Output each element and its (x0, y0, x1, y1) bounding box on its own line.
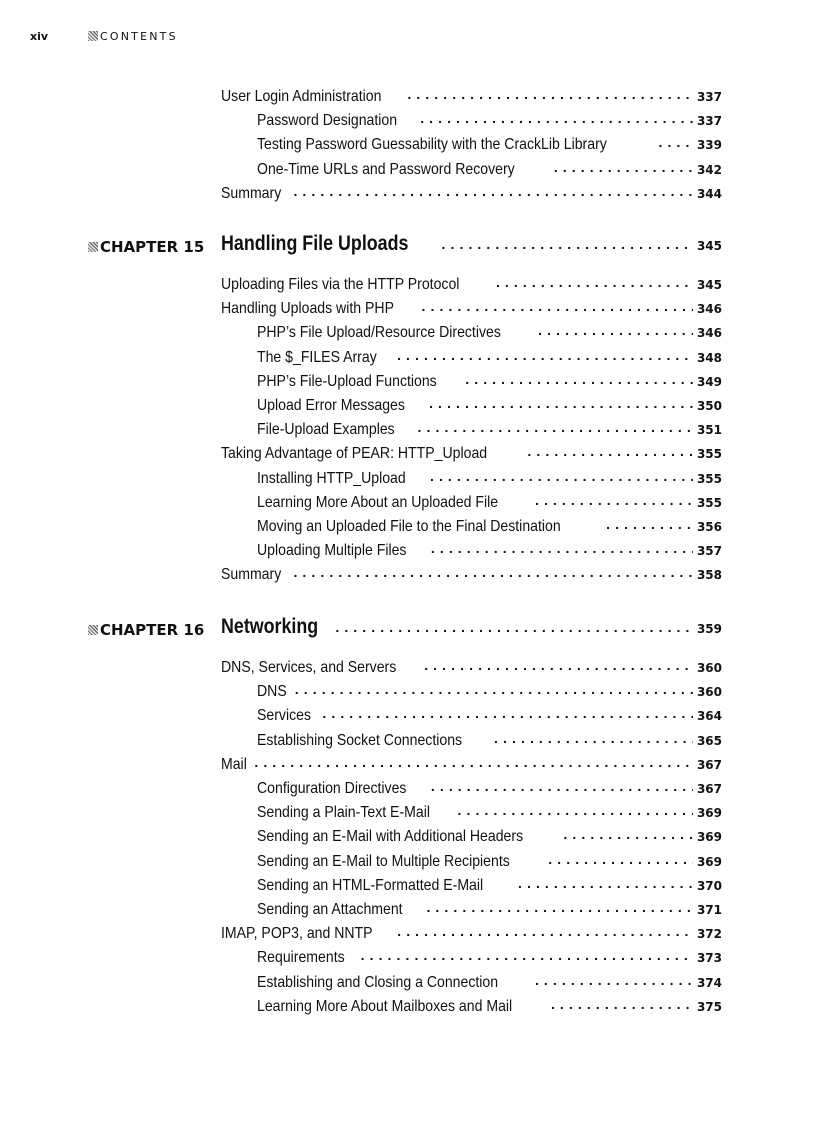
dot-leader (430, 472, 693, 488)
running-head (30, 28, 178, 44)
toc-entry-title: Summary (221, 566, 282, 584)
chapter-number: CHAPTER 16 (100, 621, 205, 639)
chapter-heading (88, 238, 221, 256)
section-title: CONTENTS (100, 29, 178, 43)
toc-entry-page: 345 (696, 278, 722, 292)
toc-entry[interactable] (257, 112, 722, 130)
hatch-marker-icon (88, 242, 98, 252)
dot-leader (361, 951, 693, 967)
toc-entry-page: 370 (696, 878, 722, 893)
toc-entry[interactable] (221, 300, 722, 318)
toc-entry-title: Moving an Uploaded File to the Final Destination (257, 518, 561, 535)
toc-entry[interactable] (257, 542, 722, 560)
toc-entry-page: 375 (696, 999, 722, 1014)
dot-leader (563, 830, 693, 846)
hatch-marker-icon (88, 625, 98, 635)
hatch-marker-icon (88, 31, 98, 41)
dot-leader (322, 709, 693, 725)
toc-entry-title: DNS (257, 683, 287, 701)
toc-entry-page: 346 (696, 326, 722, 341)
dot-leader (422, 302, 693, 318)
toc-entry[interactable] (221, 566, 722, 584)
toc-entry-page: 374 (696, 975, 722, 990)
dot-leader (554, 163, 693, 179)
toc-entry-page: 355 (696, 495, 722, 510)
toc-entry-title: PHP’s File-Upload Functions (257, 372, 437, 390)
toc-entry-title: Learning More About Mailboxes and Mail (257, 997, 513, 1015)
page-number: xiv (30, 29, 49, 43)
toc-entry-page: 357 (696, 544, 722, 559)
toc-entry-page: 337 (696, 114, 722, 129)
toc-entry-page: 355 (696, 447, 722, 462)
chapter-title-text: Networking (221, 615, 319, 638)
dot-leader (431, 544, 693, 560)
toc-entry-title: Sending an HTML-Formatted E-Mail (257, 876, 484, 894)
dot-leader (606, 520, 693, 536)
toc-entry[interactable] (257, 518, 722, 536)
toc-entry[interactable] (221, 756, 722, 774)
toc-entry-title: Services (257, 707, 311, 725)
dot-leader (659, 138, 693, 154)
dot-leader (442, 240, 693, 256)
toc-entry[interactable] (257, 373, 722, 391)
toc-entry-page: 342 (696, 162, 722, 177)
dot-leader (293, 568, 692, 584)
toc-entry-title: Upload Error Messages (257, 397, 405, 414)
dot-leader (458, 806, 693, 822)
chapter-label (88, 238, 221, 256)
dot-leader (295, 685, 693, 701)
toc-entry[interactable] (257, 974, 722, 992)
toc-entry-page: 344 (696, 186, 722, 201)
toc-entry-page: 369 (696, 854, 722, 869)
toc-entry-title: PHP’s File Upload/Resource Directives (257, 324, 501, 342)
toc-entry[interactable] (257, 707, 722, 725)
toc-entry[interactable] (221, 925, 722, 943)
toc-entry[interactable] (257, 949, 722, 967)
dot-leader (494, 734, 693, 750)
toc-entry-title: Uploading Files via the HTTP Protocol (221, 276, 460, 293)
dot-leader (429, 399, 693, 415)
toc-entry-title: Sending an E-Mail to Multiple Recipients (257, 852, 510, 870)
toc-entry-title: Learning More About an Uploaded File (257, 493, 499, 511)
toc-entry-page: 364 (696, 709, 722, 724)
dot-leader (293, 187, 692, 203)
dot-leader (397, 927, 693, 943)
toc-entry[interactable] (257, 161, 722, 179)
dot-leader (551, 1000, 693, 1016)
toc-entry-page: 360 (696, 685, 722, 700)
toc-entry-title: User Login Administration (221, 88, 382, 105)
toc-entry-page: 360 (696, 661, 722, 675)
toc-entry[interactable] (257, 732, 722, 750)
toc-entry-page: 356 (696, 520, 722, 534)
toc-entry[interactable] (257, 136, 722, 154)
toc-entry-title: Configuration Directives (257, 780, 407, 797)
toc-entry-page: 346 (696, 302, 722, 317)
toc-entry-page: 365 (696, 733, 722, 748)
toc-entry-title: Handling Uploads with PHP (221, 300, 394, 318)
dot-leader (527, 447, 693, 463)
dot-leader (535, 496, 693, 512)
toc-entry-title: Establishing Socket Connections (257, 731, 463, 749)
chapter-page: 359 (696, 622, 722, 636)
toc-entry-page: 367 (696, 757, 722, 772)
toc-entry-title: Taking Advantage of PEAR: HTTP_Upload (221, 445, 488, 463)
dot-leader (518, 879, 693, 895)
toc-entry[interactable] (221, 88, 722, 106)
toc-entry-page: 337 (696, 90, 722, 104)
toc-entry-title: The $_FILES Array (257, 348, 377, 366)
chapter-title-text: Handling File Uploads (221, 232, 409, 255)
toc-entry[interactable] (257, 877, 722, 895)
chapter-number: CHAPTER 15 (100, 238, 205, 256)
toc-entry-page: 348 (696, 350, 722, 365)
toc-entry-title: One-Time URLs and Password Recovery (257, 160, 515, 178)
toc-entry[interactable] (257, 421, 722, 439)
dot-leader (335, 623, 693, 639)
toc-entry[interactable] (221, 445, 722, 463)
dot-leader (426, 903, 692, 919)
toc-entry-title: Summary (221, 184, 282, 202)
toc-entry-title: Sending an E-Mail with Additional Headers (257, 828, 524, 846)
toc-entry-page: 369 (696, 806, 722, 821)
toc-entry-page: 371 (696, 903, 722, 917)
dot-leader (496, 278, 693, 294)
toc-entry-page: 369 (696, 830, 722, 845)
toc-entry-title: Sending a Plain-Text E-Mail (257, 804, 430, 822)
dot-leader (465, 375, 693, 391)
toc-entry-title: DNS, Services, and Servers (221, 659, 397, 676)
toc-entry[interactable] (257, 828, 722, 846)
dot-leader (397, 351, 693, 367)
dot-leader (431, 782, 693, 798)
toc-entry-title: Sending an Attachment (257, 901, 403, 918)
toc-entry-title: Password Designation (257, 112, 398, 130)
toc-entry[interactable] (221, 659, 722, 677)
toc-entry-page: 358 (696, 568, 722, 583)
toc-entry[interactable] (221, 185, 722, 203)
toc-entry-page: 339 (696, 138, 722, 153)
toc-entry-title: Requirements (257, 949, 345, 967)
toc-entry-title: Establishing and Closing a Connection (257, 973, 499, 991)
toc-entry[interactable] (257, 683, 722, 701)
toc-entry[interactable] (257, 349, 722, 367)
dot-leader (424, 661, 693, 677)
toc-entry[interactable] (257, 780, 722, 798)
toc-entry[interactable] (257, 853, 722, 871)
toc-entry-page: 372 (696, 927, 722, 942)
toc-entry-page: 349 (696, 374, 722, 389)
toc-entry[interactable] (257, 998, 722, 1016)
chapter-title[interactable] (221, 232, 722, 256)
dot-leader (535, 976, 693, 992)
toc-entry[interactable] (257, 470, 722, 488)
chapter-label (88, 621, 221, 639)
toc-entry-page: 350 (696, 399, 722, 413)
toc-entry-page: 351 (696, 423, 722, 438)
toc-entry-title: IMAP, POP3, and NNTP (221, 925, 373, 943)
toc-entry-title: Uploading Multiple Files (257, 542, 407, 560)
chapter-page: 345 (696, 239, 722, 253)
dot-leader (418, 423, 693, 439)
toc-entry[interactable] (221, 276, 722, 294)
dot-leader (538, 326, 693, 342)
toc-entry[interactable] (257, 804, 722, 822)
toc-entry-title: Mail (221, 755, 247, 773)
toc-entry-title: Installing HTTP_Upload (257, 469, 406, 487)
toc-entry[interactable] (257, 494, 722, 512)
toc-entry-page: 355 (696, 471, 722, 486)
chapter-heading (88, 621, 221, 639)
toc-entry-title: File-Upload Examples (257, 421, 395, 439)
chapter-title[interactable] (221, 615, 722, 639)
dot-leader (254, 758, 693, 774)
toc-entry[interactable] (257, 397, 722, 415)
toc-entry-title: Testing Password Guessability with the CrackLib Library (257, 136, 607, 154)
dot-leader (548, 855, 693, 871)
dot-leader (420, 114, 693, 130)
toc-entry-page: 367 (696, 782, 722, 796)
toc-entry[interactable] (257, 901, 722, 919)
toc-entry-page: 373 (696, 951, 722, 966)
toc-entry[interactable] (257, 324, 722, 342)
dot-leader (407, 90, 693, 106)
